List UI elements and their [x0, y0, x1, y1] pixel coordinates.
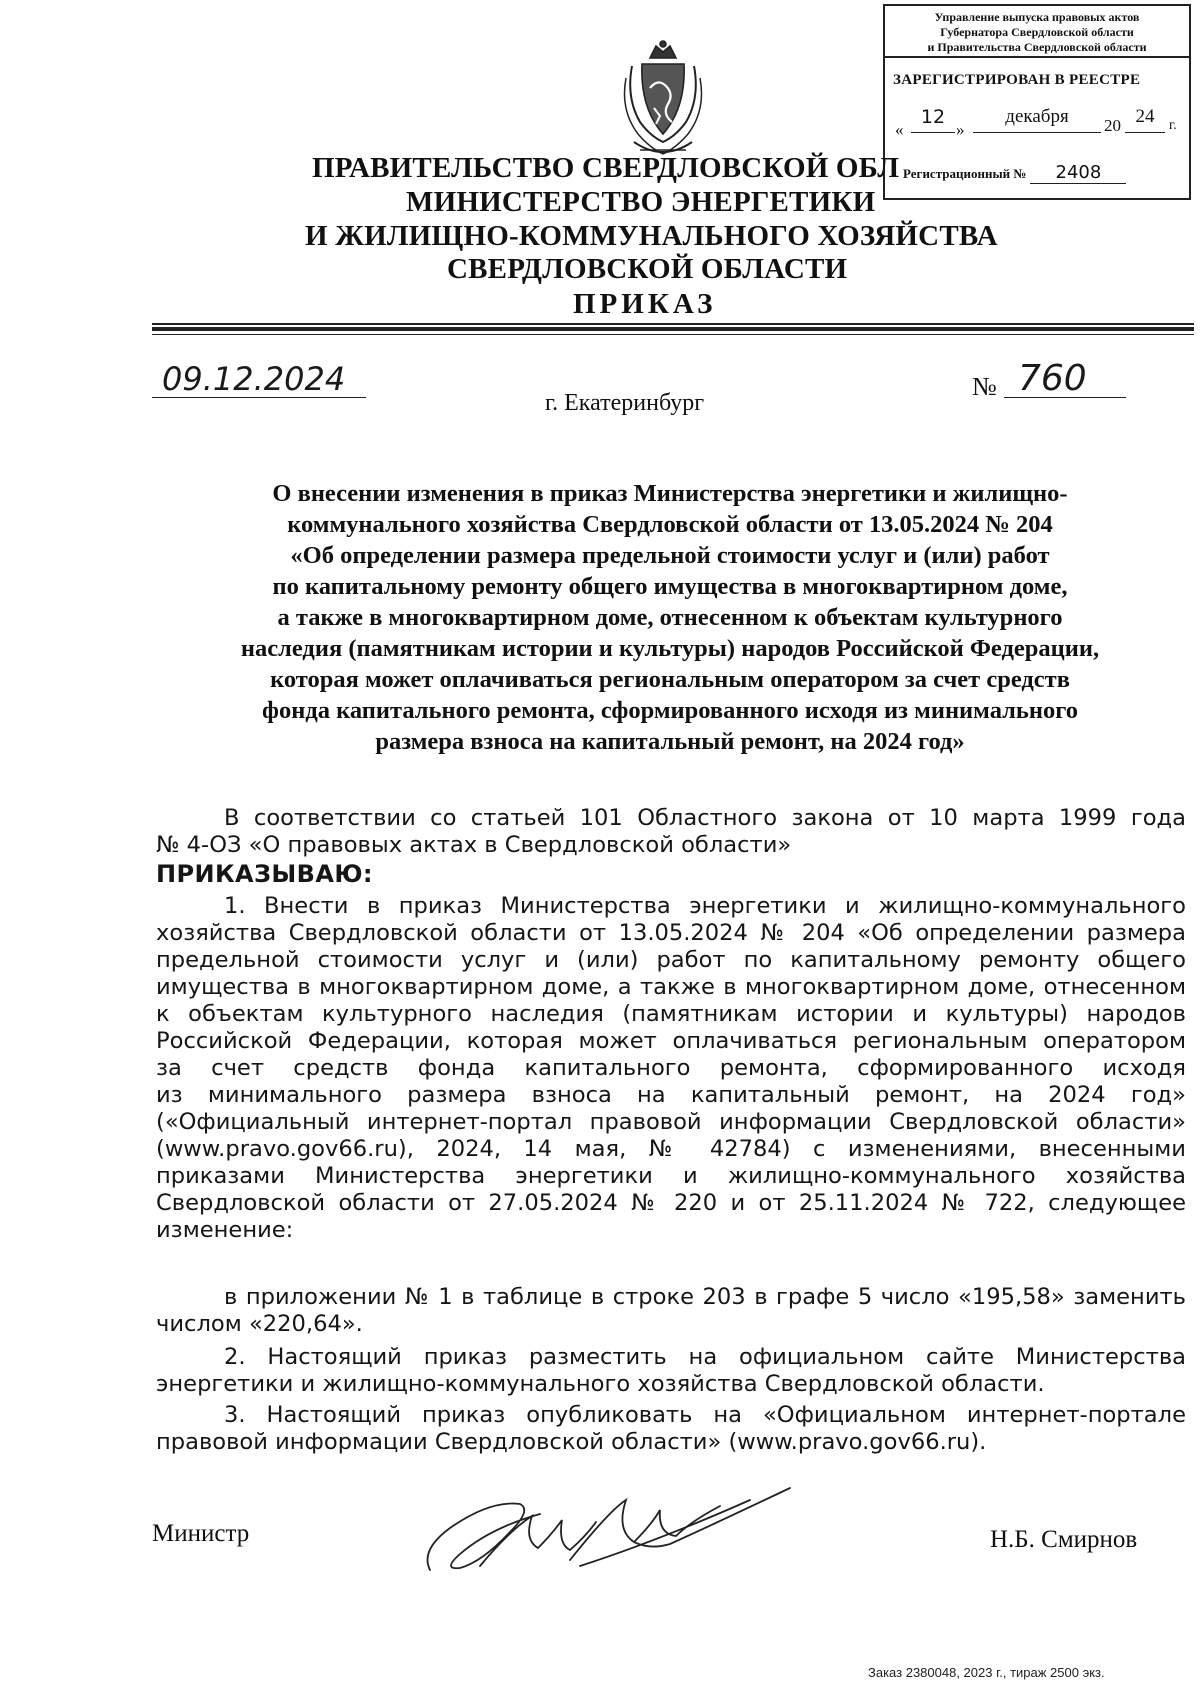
print-footer: Заказ 2380048, 2023 г., тираж 2500 экз.: [868, 1665, 1105, 1680]
stamp-reg-number: [903, 162, 1126, 184]
item-1-line: имущества в многоквартирном доме, а также в многоквартирном доме, отнесенном: [156, 974, 1186, 1000]
stamp-header-line: Управление выпуска правовых актов: [934, 10, 1140, 24]
item-1-line: Свердловской области от 27.05.2024 № 220 и от 25.11.2024 № 722, следующее: [156, 1190, 1186, 1216]
order-date: 09.12.2024: [162, 360, 346, 398]
item-2-line: 2. Настоящий приказ разместить на официальном сайте Министерства: [224, 1344, 1186, 1370]
header-ministry-cont: И ЖИЛИЩНО-КОММУНАЛЬНОГО ХОЗЯЙСТВА: [305, 220, 998, 252]
title-line: «Об определении размера предельной стоимости услуг и (или) работ: [290, 542, 1050, 569]
item-2-line: энергетики и жилищно-коммунального хозяйства Свердловской области.: [156, 1371, 1045, 1397]
preamble: [156, 805, 1186, 859]
signatory-position: Министр: [152, 1520, 250, 1547]
item-1-line: (www.pravo.gov66.ru), 2024, 14 мая, № 42784) с изменениями, внесенными: [156, 1136, 1186, 1162]
item-1-line: («Официальный интернет-портал правовой информации Свердловской области»: [156, 1109, 1186, 1135]
item-1-line: Российской Федерации, которая может оплачиваться региональным оператором: [156, 1028, 1186, 1054]
header-government: ПРАВИТЕЛЬСТВО СВЕРДЛОВСКОЙ ОБЛ: [312, 152, 900, 184]
stamp-date-year-prefix: 20: [1104, 116, 1121, 135]
item-3: [156, 1402, 1186, 1456]
item-1-change-line: числом «220,64».: [156, 1311, 363, 1337]
registration-stamp: [883, 4, 1191, 200]
item-1-line: к объектам культурного наследия (памятникам истории и культуры) народов: [156, 1001, 1186, 1027]
order-date-line: [152, 397, 366, 398]
stamp-date-year-suffix: 24: [1125, 106, 1165, 133]
item-1-change-line: в приложении № 1 в таблице в строке 203 в графе 5 число «195,58» заменить: [224, 1284, 1186, 1310]
item-1-line: за счет средств фонда капитального ремонта, сформированного исходя: [156, 1055, 1186, 1081]
signatory-name: Н.Б. Смирнов: [990, 1526, 1138, 1553]
doc-type: ПРИКАЗ: [573, 288, 717, 320]
header-rule-bottom: [152, 334, 1194, 335]
stamp-reg-number-label: Регистрационный №: [903, 166, 1027, 181]
item-1-line: из минимального размера взноса на капитальный ремонт, на 2024 год»: [156, 1082, 1186, 1108]
header-ministry: МИНИСТЕРСТВО ЭНЕРГЕТИКИ: [406, 186, 876, 218]
item-2: [156, 1344, 1186, 1398]
order-number-label: №: [972, 372, 997, 401]
header-rule-top: [152, 323, 1194, 325]
preamble-line: № 4-ОЗ «О правовых актах в Свердловской области»: [156, 832, 792, 858]
preamble-line: В соответствии со статьей 101 Областного закона от 10 марта 1999 года: [224, 805, 1186, 831]
item-1-line: предельной стоимости услуг и (или) работ по капитальному ремонту общего: [156, 947, 1186, 973]
stamp-date-day: 12: [911, 106, 955, 133]
stamp-header: [885, 6, 1189, 58]
order-number-line: [1004, 397, 1126, 398]
title-line: которая может оплачиваться региональным оператором за счет средств: [270, 666, 1070, 693]
stamp-header-line: и Правительства Свердловской области: [927, 40, 1147, 54]
item-1-line: изменение:: [156, 1217, 294, 1243]
stamp-date-close-quote: »: [956, 120, 965, 139]
item-3-line: правовой информации Свердловской области» (www.pravo.gov66.ru).: [156, 1429, 987, 1455]
stamp-header-line: Губернатора Свердловской области: [940, 25, 1134, 39]
stamp-registered-label: ЗАРЕГИСТРИРОВАН В РЕЕСТРЕ: [893, 72, 1141, 88]
item-1-line: хозяйства Свердловской области от 13.05.2024 № 204 «Об определении размера: [156, 920, 1186, 946]
coat-of-arms-icon: [620, 38, 706, 164]
handwritten-signature: [420, 1470, 800, 1588]
item-1-change: [156, 1284, 1186, 1338]
stamp-date: [893, 106, 1183, 140]
order-word: ПРИКАЗЫВАЮ:: [156, 860, 373, 888]
title-line: О внесении изменения в приказ Министерства энергетики и жилищно-: [272, 480, 1068, 507]
item-3-line: 3. Настоящий приказ опубликовать на «Официальном интернет-портале: [224, 1402, 1186, 1428]
title-line: фонда капитального ремонта, сформированного исходя из минимального: [262, 697, 1078, 724]
item-1-line: 1. Внести в приказ Министерства энергетики и жилищно-коммунального: [224, 893, 1186, 919]
order-title: [150, 478, 1190, 757]
title-line: наследия (памятникам истории и культуры) народов Российской Федерации,: [240, 635, 1100, 662]
title-line: по капитальному ремонту общего имущества в многоквартирном доме,: [272, 573, 1068, 600]
stamp-reg-number-value: 2408: [1030, 162, 1126, 184]
title-line: размера взноса на капитальный ремонт, на 2024 год»: [375, 728, 965, 755]
stamp-date-open-quote: «: [895, 120, 904, 139]
item-1: [156, 893, 1186, 1244]
header-rule-thick: [152, 327, 1194, 331]
city: г. Екатеринбург: [545, 390, 705, 416]
header-region: СВЕРДЛОВСКОЙ ОБЛАСТИ: [447, 253, 848, 285]
stamp-date-month: декабря: [973, 106, 1101, 133]
title-line: коммунального хозяйства Свердловской области от 13.05.2024 № 204: [287, 511, 1053, 538]
item-1-line: приказами Министерства энергетики и жилищно-коммунального хозяйства: [156, 1163, 1186, 1189]
order-number: 760: [1018, 358, 1087, 399]
stamp-date-year-abbr: г.: [1169, 118, 1177, 133]
title-line: а также в многоквартирном доме, отнесенном к объектам культурного: [277, 604, 1063, 631]
